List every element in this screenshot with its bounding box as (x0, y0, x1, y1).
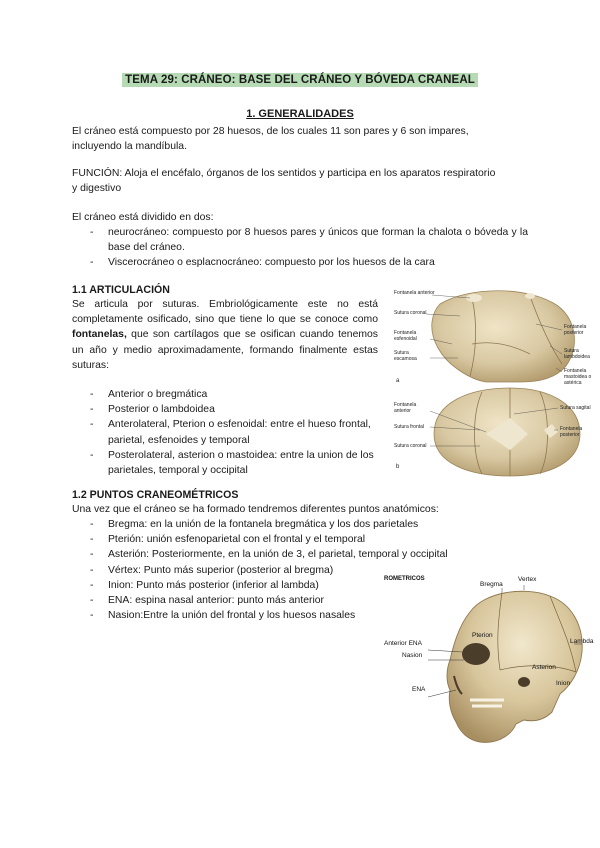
figure-label: Sutura sagital (560, 405, 591, 411)
fontanelas-figure (390, 284, 600, 480)
figure-label: Fontanela anterior (394, 290, 435, 296)
section-heading-articulacion: 1.1 ARTICULACIÓN (72, 284, 170, 296)
list-item: - Anterior o bregmática (86, 387, 382, 402)
intro-line-2: incluyendo la mandíbula. (72, 141, 187, 153)
label-asterion: Asterion (532, 664, 556, 671)
list-item: - Posterolateral, asterion o mastoidea: entre la union de los parietales, temporal y occipital (86, 448, 382, 478)
figure-label: Fontanela mastoidea o astérica (564, 368, 592, 386)
list-item: - Posterior o lambdoidea (86, 402, 382, 417)
list-item: - Viscerocráneo o esplacnocráneo: compuesto por los huesos de la cara (86, 255, 528, 270)
articulacion-paragraph (72, 297, 378, 373)
label-bregma: Bregma (480, 581, 503, 588)
list-item: - ENA: espina nasal anterior: punto más anterior (86, 593, 506, 608)
section-heading-puntos-craneometricos: 1.2 PUNTOS CRANEOMÉTRICOS (72, 489, 239, 501)
figure-letter-a: a (396, 378, 400, 384)
list-item: - Inion: Punto más posterior (inferior al lambda) (86, 578, 506, 593)
division-paragraph: El cráneo está dividido en dos: (72, 212, 214, 223)
figure-label: Fontanela anterior (394, 402, 417, 414)
funcion-line-2: y digestivo (72, 183, 122, 195)
fontanelas-term: fontanelas, (72, 329, 127, 341)
figure-label: Fontanela esfenoidal (394, 330, 417, 342)
articulacion-text-start: Se articula por suturas. Embriológicamente este no está completamente osificado, sino que tiene lo que se conoce como (72, 299, 378, 326)
figure-label: Sutura frontal (394, 424, 425, 430)
label-ena: ENA (412, 686, 426, 693)
list-item: - Bregma: en la unión de la fontanela bregmática y los dos parietales (86, 517, 506, 532)
articulacion-text-end: que son cartílagos que se osifican cuando tenemos un año y medio aproximadamente, formando finalmente estas suturas: (72, 329, 378, 371)
intro-line-1: El cráneo está compuesto por 28 huesos, de los cuales 11 son pares y 6 son impares, (72, 126, 469, 137)
label-anterior-ena: Anterior ENA (384, 640, 422, 647)
label-vertex: Vertex (518, 576, 537, 583)
figure-caption: ROMETRICOS (384, 576, 425, 582)
title-text: TEMA 29: CRÁNEO: BASE DEL CRÁNEO Y BÓVEDA CRANEAL (122, 73, 478, 87)
section-heading-generalidades: 1. GENERALIDADES (246, 108, 354, 120)
figure-label: Sutura coronal (394, 310, 427, 316)
division-list (86, 225, 528, 271)
label-inion: Inion (556, 680, 571, 687)
figure-label: Sutura escamosa (394, 350, 417, 362)
suturas-list (86, 387, 382, 478)
figure-label: Sutura lambdoidea (564, 348, 590, 360)
figure-label: Sutura coronal (394, 443, 427, 449)
puntos-intro: Una vez que el cráneo se ha formado tendremos diferentes puntos anatómicos: (72, 504, 439, 515)
list-item: - Vértex: Punto más superior (posterior al bregma) (86, 563, 506, 578)
list-item: - Anterolateral, Pterion o esfenoidal: entre el hueso frontal, parietal, esfenoides y temporal (86, 417, 382, 447)
list-item: - Pterión: unión esfenoparietal con el frontal y el temporal (86, 532, 506, 547)
label-pterion: Pterion (472, 632, 493, 639)
funcion-line-1: FUNCIÓN: Aloja el encéfalo, órganos de los sentidos y participa en los aparatos respiratorio (72, 168, 496, 179)
list-item: - Nasion:Entre la unión del frontal y los huesos nasales (86, 608, 506, 623)
intro-paragraph (72, 124, 469, 154)
figure-label: Fontanela posterior (560, 426, 583, 438)
label-nasion: Nasion (402, 652, 423, 659)
label-lambda: Lambda (570, 638, 594, 645)
craneometric-skull-figure (384, 572, 598, 752)
list-item: - Asterión: Posteriormente, en la unión de 3, el parietal, temporal y occipital (86, 547, 506, 562)
document-title (0, 70, 600, 88)
list-item: - neurocráneo: compuesto por 8 huesos pares y únicos que forman la chalota o bóveda y la base del cráneo. (86, 225, 528, 255)
adult-skull-illustration (384, 572, 598, 752)
funcion-paragraph (72, 166, 495, 196)
figure-letter-b: b (396, 464, 400, 470)
figure-label: Fontanela posterior (564, 324, 587, 336)
